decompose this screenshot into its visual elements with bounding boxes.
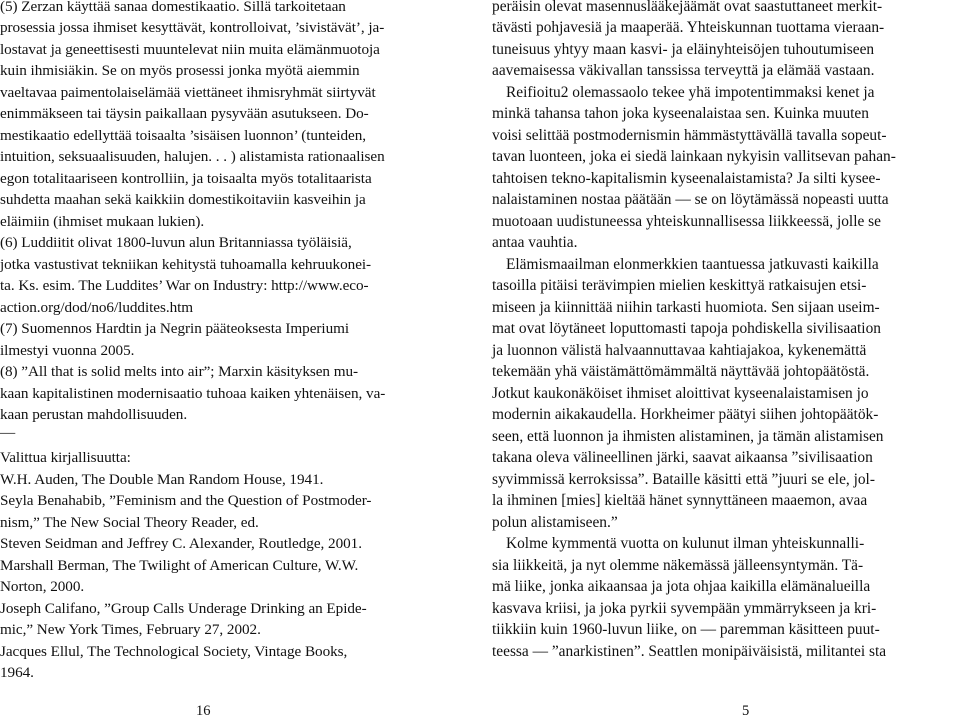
text-line: suhdetta maahan sekä kaikkiin domestikoitaviin kasveihin ja xyxy=(0,191,366,208)
text-line: voisi selittää postmodernismin hämmästyttävällä tavalla sopeut- xyxy=(492,127,887,144)
text-line: teessa — ”anarkistinen”. Seattlen monipäiväisistä, militantei sta xyxy=(492,643,887,660)
text-line: (8) ”All that is solid melts into air”; Marxin käsityksen mu- xyxy=(0,363,359,380)
text-line: tavan luonteen, joka ei siedä lainkaan nykyisin vallitsevan pahan- xyxy=(492,148,896,165)
text-line: lostavat ja geneettisesti muuntelevat niin muita elämänmuotoja xyxy=(0,41,380,58)
text-line: polun alistamiseen.” xyxy=(492,514,618,531)
text-line: nalaistaminen nostaa päätään — se on löytämässä nopeasti uutta xyxy=(492,191,889,208)
separator-dash: — xyxy=(0,424,16,441)
text-line: Steven Seidman and Jeffrey C. Alexander, Routledge, 2001. xyxy=(0,535,362,552)
text-line: Joseph Califano, ”Group Calls Underage Drinking an Epide- xyxy=(0,600,367,617)
text-line: vaeltavaa paimentolaiselämää viettäneet ihmisryhmät siirtyvät xyxy=(0,84,376,101)
text-line: nism,” The New Social Theory Reader, ed. xyxy=(0,514,259,531)
text-line: enimmäkseen tai täysin paikallaan pysyvään asutukseen. Do- xyxy=(0,105,369,122)
text-line: la ihminen [mies] kieltää hänet synnyttäneen maaemon, avaa xyxy=(492,492,868,509)
text-line: tahtoisen tekno-kapitalismin kyseenalaistamista? Ja silti kysee- xyxy=(492,170,881,187)
text-line: takana oleva välineellinen järki, saavat aikaansa ”sivilisaation xyxy=(492,449,873,466)
text-line: intuition, seksuaalisuuden, halujen. . . ) alistamista rationaalisen xyxy=(0,148,385,165)
text-line: Kolme kymmentä vuotta on kulunut ilman yhteiskunnalli- xyxy=(506,535,865,552)
text-line: kasvava kriisi, ja joka pyrkii syvempään ymmärrykseen ja kri- xyxy=(492,600,877,617)
text-line: peräisin olevat masennuslääkejäämät ovat saastuttaneet merkit- xyxy=(492,0,883,15)
page-number-right: 5 xyxy=(742,703,750,719)
text-line: ja luonnon välistä halvaannuttavaa kahtiajakoa, kykenemättä xyxy=(492,342,867,359)
text-line: syvimmissä kerroksissa”. Bataille käsitti että ”juuri se ele, jol- xyxy=(492,471,875,488)
text-line: mic,” New York Times, February 27, 2002. xyxy=(0,621,261,638)
text-line: Reifioitu2 olemassaolo tekee yhä impotentimmaksi kenet ja xyxy=(506,84,875,101)
page-number-left: 16 xyxy=(196,703,211,719)
text-line: Jacques Ellul, The Technological Society, Vintage Books, xyxy=(0,643,348,660)
text-line: mä liike, jonka aikaansaa ja jota ohjaa kaikilla elämänalueilla xyxy=(492,578,871,595)
text-line: Elämismaailman elonmerkkien taantuessa jatkuvasti kaikilla xyxy=(506,256,879,273)
text-line: tuneisuus yhtyy maan kasvi- ja eläinyhteisöjen tuhoutumiseen xyxy=(492,41,875,58)
text-line: Valittua kirjallisuutta: xyxy=(0,449,131,466)
text-line: (6) Luddiitit olivat 1800-luvun alun Britanniassa työläisiä, xyxy=(0,234,352,251)
text-line: kaan kapitalistinen modernisaatio tuhoaa kaiken yhtenäisen, va- xyxy=(0,385,386,402)
text-line: minkä tahansa tahon joka kyseenalaistaa sen. Kuinka muuten xyxy=(492,105,869,122)
text-line: antaa vauhtia. xyxy=(492,234,578,251)
text-line: mat ovat löytäneet loputtomasti tapoja pohdiskella sivilisaation xyxy=(492,320,881,337)
text-line: jotka vastustivat tekniikan kehitystä tuhoamalla kehruukonei- xyxy=(0,256,372,273)
text-line: ta. Ks. esim. The Luddites’ War on Industry: http://www.eco- xyxy=(0,277,369,294)
text-line: eläimiin (ihmiset mukaan lukien). xyxy=(0,213,205,230)
text-line: aavemaisessa väkivallan tanssissa terveyttä ja elämää vastaan. xyxy=(492,62,875,79)
text-line: tasoilla pitäisi terävimpien mielien keskittyä ratkaisujen etsi- xyxy=(492,277,867,294)
text-line: Seyla Benahabib, ”Feminism and the Question of Postmoder- xyxy=(0,492,372,509)
text-line: tiikkiin kuin 1960-luvun liike, on — paremman käsitteen puut- xyxy=(492,621,880,638)
text-line: action.org/dod/no6/luddites.htm xyxy=(0,299,194,316)
text-line: (5) Zerzan käyttää sanaa domestikaatio. Sillä tarkoitetaan xyxy=(0,0,346,15)
text-line: (7) Suomennos Hardtin ja Negrin pääteoksesta Imperiumi xyxy=(0,320,350,337)
text-line: 1964. xyxy=(0,664,34,681)
text-line: Marshall Berman, The Twilight of American Culture, W.W. xyxy=(0,557,359,574)
text-line: modernin aikakaudella. Horkheimer päätyi siihen johtopäätök- xyxy=(492,406,879,423)
text-line: kuin ihmisiäkin. Se on myös prosessi jonka myötä aiemmin xyxy=(0,62,360,79)
text-line: kaan perustan mahdollisuuden. xyxy=(0,406,188,423)
text-line: miseen ja kiinnittää niihin tarkasti huomiota. Sen sijaan useim- xyxy=(492,299,880,316)
text-line: tävästi pohjavesiä ja maaperää. Yhteiskunnan tuottama vieraan- xyxy=(492,19,885,36)
text-line: tekemään yhä väistämättömämmältä näyttävää johtopäätöstä. xyxy=(492,363,870,380)
text-line: muotoaan uudistuneessa yhteiskunnallisessa liikkeessä, jolle se xyxy=(492,213,881,230)
text-line: sia liikkeitä, ja nyt olemme näkemässä jälleensyntymän. Tä- xyxy=(492,557,864,574)
text-line: egon totalitaariseen kontrolliin, ja toisaalta myös totalitaarista xyxy=(0,170,372,187)
text-line: Norton, 2000. xyxy=(0,578,85,595)
text-line: W.H. Auden, The Double Man Random House, 1941. xyxy=(0,471,324,488)
text-line: mestikaatio edellyttää toisaalta ’sisäisen luonnon’ (tunteiden, xyxy=(0,127,367,144)
text-line: prosessia jossa ihmiset kesyttävät, kontrolloivat, ’sivistävät’, ja- xyxy=(0,19,385,36)
text-line: Jotkut kaukonäköiset ihmiset aloittivat kyseenalaistamisen jo xyxy=(492,385,869,402)
text-line: ilmestyi vuonna 2005. xyxy=(0,342,135,359)
text-line: seen, että luonnon ja ihmisten alistaminen, ja tämän alistamisen xyxy=(492,428,884,445)
